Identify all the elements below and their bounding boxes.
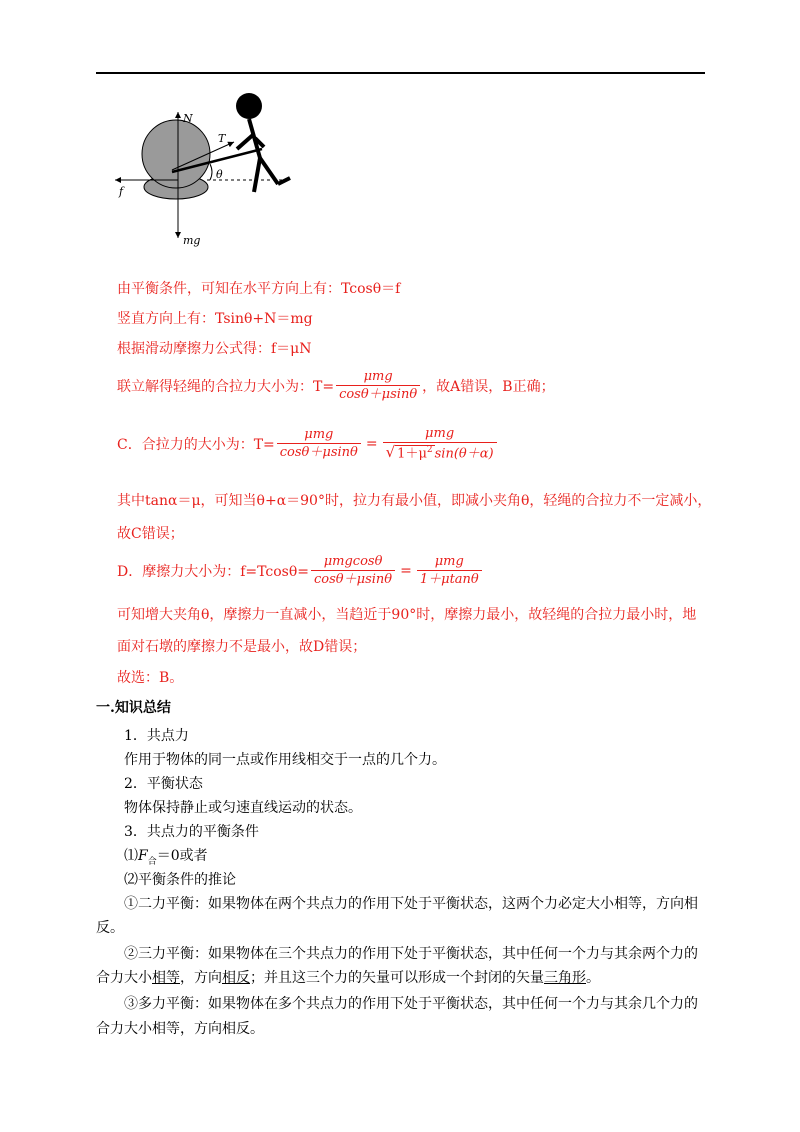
item1-title: 1．共点力: [124, 728, 189, 744]
label-f: f: [119, 185, 124, 198]
item3-title: 3．共点力的平衡条件: [124, 824, 259, 840]
sqrt-expression: √ $1+\mu^2$: [385, 443, 433, 462]
line8-prefix: D．摩擦力大小为：f=Tcosθ=: [117, 563, 310, 580]
header-rule: [96, 72, 705, 74]
friction-fraction-1: $\frac{\text{μmgcosθ}}{\cos\theta+\mu\sin\theta}$: [311, 555, 395, 586]
solution-line-9: 可知增大夹角θ，摩擦力一直减小，当趋近于90°时，摩擦力最小，故轻绳的合拉力最小时，地: [117, 607, 697, 623]
line5-prefix: C．合拉力的大小为：T=: [117, 436, 275, 453]
label-T: T: [218, 132, 226, 145]
summary-heading: 一.知识总结: [96, 700, 171, 716]
para1-line1: ①二力平衡：如果物体在两个共点力的作用下处于平衡状态，这两个力必定大小相等，方向相: [124, 896, 698, 912]
solution-line-3: 根据滑动摩擦力公式得：f＝μN: [117, 341, 312, 357]
item3-sub2: ⑵平衡条件的推论: [124, 872, 236, 888]
tension-fraction-1: $\frac{\text{μmg}}{\cos\theta+\mu\sin\theta}$: [277, 428, 361, 459]
para3-line1: ③多力平衡：如果物体在多个共点力的作用下处于平衡状态，其中任何一个力与其余几个力的: [124, 996, 698, 1012]
label-mg: mg: [183, 234, 201, 247]
item2-title: 2．平衡状态: [124, 776, 203, 792]
solution-line-2: 竖直方向上有：Tsinθ+N＝mg: [117, 311, 313, 327]
solution-line-1: 由平衡条件，可知在水平方向上有：Tcosθ＝f: [117, 281, 401, 297]
solution-line-8: D．摩擦力大小为：f=Tcosθ= $\frac{\text{μmgcosθ}}{\cos\theta+\mu\sin\theta}$ = $\frac{\text{μmg}}{1+\mu\tan\theta}$: [117, 555, 484, 586]
solution-line-6: 其中tanα＝μ，可知当θ+α＝90°时，拉力有最小值，即减小夹角θ，轻绳的合拉力不一定减小，: [117, 493, 712, 509]
label-N: N: [183, 112, 193, 125]
para1-line2: 反。: [96, 920, 124, 936]
para3-line2: 合力大小相等，方向相反。: [96, 1021, 264, 1037]
tension-fraction: $\frac{\text{μmg}}{\cos\theta+\mu\sin\theta}$: [336, 370, 420, 401]
para2-line1: ②三力平衡：如果物体在三个共点力的作用下处于平衡状态，其中任何一个力与其余两个力的: [124, 946, 698, 962]
item3-sub1: $⑴F_合=0$或者: [124, 848, 208, 867]
solution-line-11: 故选：B。: [117, 670, 184, 686]
tension-fraction-2: μmg √ $1+\mu^2$ sin(θ＋α): [383, 427, 497, 460]
line4-suffix: ，故A错误，B正确；: [422, 378, 555, 395]
item2-text: 物体保持静止或匀速直线运动的状态。: [124, 800, 362, 816]
friction-fraction-2: $\frac{\text{μmg}}{1+\mu\tan\theta}$: [417, 555, 482, 586]
stone-ball: [142, 120, 210, 188]
item1-text: 作用于物体的同一点或作用线相交于一点的几个力。: [124, 752, 446, 768]
person-head: [236, 93, 262, 119]
angle-arc: [210, 164, 212, 180]
force-diagram: [112, 92, 312, 252]
solution-line-7: 故C错误；: [117, 526, 184, 542]
solution-line-4: [117, 370, 555, 401]
solution-line-5: C．合拉力的大小为：T= $\frac{\text{μmg}}{\cos\theta+\mu\sin\theta}$ = μmg √ $1+\mu^2$ sin(θ＋α): [117, 427, 499, 460]
para2-line2: 合力大小相等，方向相反；并且这三个力的矢量可以形成一个封闭的矢量三角形。: [96, 970, 600, 986]
label-theta: θ: [216, 168, 223, 181]
solution-line-10: 面对石墩的摩擦力不是最小，故D错误；: [117, 639, 367, 655]
line4-prefix: 联立解得轻绳的合拉力大小为：T=: [117, 378, 335, 395]
